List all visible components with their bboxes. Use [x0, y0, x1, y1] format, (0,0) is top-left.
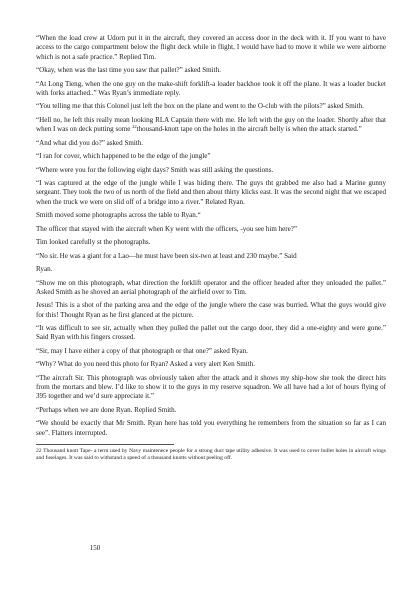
paragraph: “When the load crew at Udorn put it in the aircraft, they covered an access door in the deck with it. If you want to have access to the cargo compartment below the flight deck while in flight, I would have had to move it while we were airborne which is not a safe practice.” Replied Tim.: [36, 34, 386, 61]
paragraph: “Okay, when was the last time you saw that pallet?” asked Smith.: [36, 66, 221, 75]
paragraph: “At Long Tieng, when the one guy on the make-shift forklift-a loader backhoe took it off the plane. It was a loader bucket with forks attached..” Was Ryan’s immediate reply.: [36, 79, 386, 97]
page-body: [36, 34, 386, 462]
paragraph: “Where were you for the following eight days? Smith was still asking the questions.: [36, 165, 274, 174]
paragraph-text: “Hell no, he left this really mean looking RLA Captain there with me. He left with the guy on the loader. Shortly after that when I was on deck putting some: [36, 115, 386, 134]
paragraph: “I was captured at the edge of the jungle while I was hiding there. The guys tht grabbed me also had a Marine gunny sergeant. They took the two of us north of the field and then about thirty klicks east. It was the second night that we escaped when the truck we were on slid off of a bridge into a river.” Related Ryan.: [36, 179, 386, 206]
paragraph: “We should be exactly that Mr Smith. Ryan here has told you everything he remembers from the situation so far as I can see”. Flatters interrupted.: [36, 419, 386, 437]
paragraph: “Show me on this photograph, what direction the forklift operator and the officer headed after they unloaded the pallet.” Asked Smith as he shoved an aerial photograph of the airfield over to Tim.: [36, 278, 386, 296]
paragraph-text-continued: thousand-knott tape on the holes in the aircraft belly is when the attack started.”: [136, 125, 362, 134]
paragraph: Smith moved some photographs across the table to Ryan.“: [36, 211, 201, 220]
page-number: 150: [89, 544, 101, 552]
footnote: 22 Thousand knott Tape- a term used by Navy maintenece people for a strong duct tape utility adhesive. It was used to cover bullet holes in aircraft wings and fuselages. It was said to withstand a speed of a thousand knotts without peeling off.: [36, 448, 386, 462]
paragraph: “You telling me that this Colonel just left the box on the plane and went to the O-club with the pilots?” asked Smith.: [36, 102, 364, 111]
paragraph: “Perhaps when we are done Ryan. Replied Smith.: [36, 405, 177, 414]
paragraph: “Why? What do you need this photo for Ryan? Asked a very alert Ken Smith.: [36, 360, 255, 369]
paragraph: The officer that stayed with the aircraft when Ky went with the officers, -you see him here?”: [36, 224, 297, 233]
paragraph: Tim looked carefully st the photographs.: [36, 238, 151, 247]
paragraph: “It was difficult to see sir, actually when they pulled the pallet out the cargo door, they did a one-eighty and were gone.” Said Ryan with his fingers crossed.: [36, 324, 386, 342]
paragraph: “The aircraft Sir. This photograph was obviously taken after the attack and it shows my ship-how she took the direct hits from the mortars and blew. I’d like to show it to the guys in my reserve squadron. We all have had a lot of hours flying of 395 together and we’d sure appreciate it.”: [36, 373, 386, 401]
paragraph: “No sir. He was a giant for a Lao—he must have been six-two at least and 230 maybe.” Said: [36, 251, 297, 260]
paragraph: “And what did you do?” asked Smith.: [36, 138, 144, 147]
paragraph: Ryan.: [36, 265, 53, 274]
paragraph: “I ran for cover, which happened to be the edge of the jungle”: [36, 152, 211, 161]
paragraph: Jesus! This is a shot of the parking area and the edge of the jungle where the case was burried. What the guys would give for this! Thought Ryan as he first glanced at the picture.: [36, 301, 386, 319]
footnote-divider: [36, 444, 174, 445]
paragraph: “Sir, may I have either a copy of that photograph or that one?” asked Ryan.: [36, 346, 248, 355]
footnote-reference: 22: [132, 124, 137, 130]
paragraph-with-footnote-ref: [36, 116, 386, 135]
